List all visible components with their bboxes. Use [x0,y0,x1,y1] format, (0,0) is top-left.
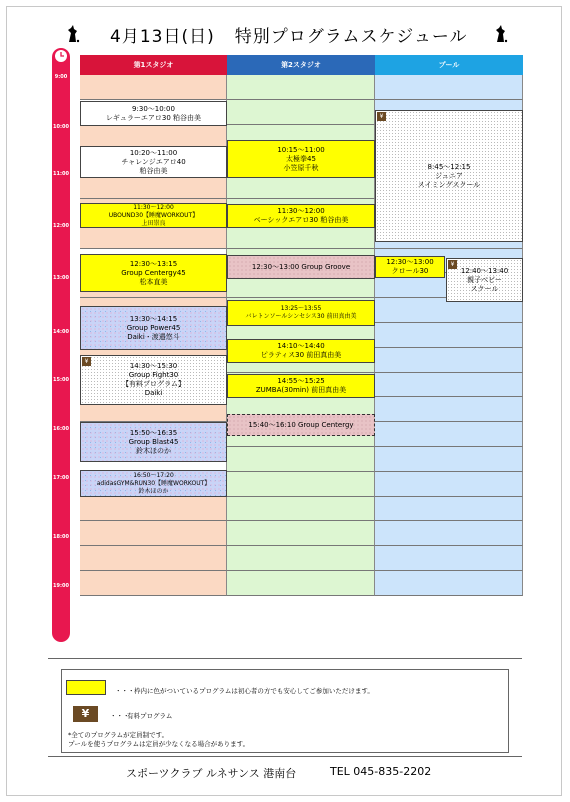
time-slot-cell [375,75,523,100]
event-time: 11:30～12:00 [277,207,325,215]
event-title: 太極拳45 [286,154,316,163]
time-slot-cell [375,348,523,373]
title-name: 特別プログラムスケジュール [234,27,468,47]
column-header-studio2: 第2スタジオ [227,55,375,75]
event-title: チャレンジエアロ40 [121,157,186,166]
time-slot-cell [227,472,375,497]
time-slot-cell [227,546,375,571]
time-slot-cell [80,497,227,522]
event-title-line2: スクール [470,284,499,293]
time-slot-cell [227,75,375,100]
divider [48,756,522,757]
event-time: 13:25～13:55 [280,305,322,312]
bird-logo-icon [64,24,82,44]
event-instructor: 上田崇良 [141,219,166,227]
time-label-16: 16:00 [53,426,69,432]
event-junior-swimming[interactable] [375,110,523,242]
time-slot-cell [375,497,523,522]
event-time: 11:30～12:00 [133,203,174,211]
event-title-line2: スイミングスクール [417,180,481,189]
yen-icon: ¥ [73,706,98,722]
event-title: 12:30～13:00 Group Groove [251,262,351,271]
event-time: 8:45～12:15 [427,162,471,171]
time-slot-cell [227,497,375,522]
legend-yen-text: 有料プログラム [127,712,173,720]
time-slot-cell [80,571,227,596]
event-group-blast[interactable] [80,422,227,462]
event-time: 9:30～10:00 [132,104,175,113]
event-instructor: 鈴木ほのか [138,487,169,495]
legend-yellow-swatch [66,680,106,695]
time-label-12: 12:00 [53,223,69,229]
event-title: ZUMBA(30min) 前田真由美 [255,386,347,394]
event-time: 12:30～13:15 [129,259,178,268]
club-phone: TEL 045-835-2202 [330,765,432,778]
legend-yellow-text: 枠内に色がついているプログラムは初心者の方でも安心してご参加いただけます。 [134,687,374,695]
event-challenge-aero[interactable] [80,146,227,178]
event-time: 14:55～15:25 [277,377,325,385]
event-note: 【有料プログラム】 [122,380,185,388]
time-slot-cell [375,447,523,472]
time-label-15: 15:00 [53,377,69,383]
event-title: Group Fight30 [128,371,179,379]
event-time: 10:15～11:00 [277,145,325,154]
time-slot-cell [375,546,523,571]
time-slot-cell [80,546,227,571]
event-title: 15:40～16:10 Group Centergy [248,420,354,429]
event-pilates[interactable] [227,339,375,363]
event-title: ベーシックエアロ30 粕谷由美 [253,216,349,224]
time-label-18: 18:00 [53,534,69,540]
legend-note-1: *全てのプログラムが定員制です。 [68,731,169,739]
event-title: 親子ベビー [467,275,502,284]
event-time: 15:50～16:35 [129,428,178,437]
clock-icon [54,48,68,62]
event-title: バレトンソールシンセシス30 前田真由美 [245,313,357,320]
event-group-power[interactable] [80,306,227,350]
legend-note-2: プールを使うプログラムは定員が少なくなる場合があります。 [68,740,250,748]
event-group-centergy-s1[interactable] [80,254,227,292]
event-crawl[interactable] [375,256,445,278]
time-slot-cell [227,521,375,546]
time-label-19: 19:00 [53,583,69,589]
event-group-centergy-s2[interactable] [227,414,375,436]
time-slot-cell [80,75,227,100]
event-time: 16:50～17:20 [133,471,174,479]
event-time: 12:30～13:00 [386,258,434,266]
event-group-fight[interactable] [80,355,227,405]
event-instructor: 松本直美 [139,277,168,286]
event-title: ピラティス30 前田真由美 [260,351,342,359]
title-date: 4月13日(日) [110,27,215,47]
bird-logo-icon [492,24,510,44]
event-basic-aero[interactable] [227,204,375,228]
event-instructor: 鈴木ほのか [136,446,171,455]
event-regular-aero[interactable] [80,101,227,126]
column-header-pool: プール [375,55,523,75]
time-slot-cell [375,323,523,348]
event-title: UBOUND30【睡魔WORKOUT】 [108,211,199,219]
event-title: ジュニア [435,171,463,180]
event-taikyoku[interactable] [227,140,375,178]
event-adidas-gym-run[interactable] [80,470,227,497]
time-label-13: 13:00 [53,275,69,281]
event-zumba[interactable] [227,374,375,398]
time-label-11: 11:00 [53,171,69,177]
time-label-14: 14:00 [53,329,69,335]
time-slot-cell [227,571,375,596]
yen-badge-icon: ¥ [448,260,457,269]
time-label-9: 9:00 [54,74,68,80]
event-time: 14:30～15:30 [129,362,178,370]
time-slot-cell [375,521,523,546]
yen-badge-icon: ¥ [82,357,91,366]
event-title: Group Blast45 [128,437,179,446]
event-title: adidasGYM&RUN30【睡魔WORKOUT】 [96,479,211,487]
event-time: 12:40～13:40 [460,266,509,275]
event-barreton[interactable] [227,300,375,326]
legend-bullet: ・・・ [115,687,135,695]
page-title [110,22,468,47]
time-slot-cell [80,521,227,546]
event-baby-school[interactable] [446,258,523,302]
time-slot-cell [227,100,375,125]
time-label-17: 17:00 [53,475,69,481]
event-time: 14:10～14:40 [277,342,325,350]
time-slot-cell [375,397,523,422]
event-time: 13:30～14:15 [129,314,178,323]
event-title: Group Centergy45 [121,268,186,277]
divider [48,658,522,659]
event-time: 10:20～11:00 [129,148,178,157]
column-header-studio1: 第1スタジオ [80,55,227,75]
event-title: クロール30 [391,267,429,275]
event-ubound[interactable] [80,203,227,228]
event-instructor: Daiki [144,389,163,397]
time-slot-cell [375,373,523,398]
event-instructor: Daiki・渡邉悠斗 [127,332,180,341]
time-label-10: 10:00 [53,124,69,130]
time-rail [52,48,70,642]
event-group-groove[interactable] [227,255,375,279]
time-slot-cell [375,571,523,596]
time-slot-cell [375,422,523,447]
event-instructor: 粕谷由美 [139,166,168,175]
club-name: スポーツクラブ ルネサンス 港南台 [126,767,297,780]
event-instructor: 小笠原千秋 [283,163,319,172]
yen-badge-icon: ¥ [377,112,386,121]
event-title: レギュラーエアロ30 粕谷由美 [105,113,202,122]
legend-bullet: ・・・ [110,712,130,720]
time-slot-cell [375,472,523,497]
time-slot-cell [227,447,375,472]
event-title: Group Power45 [126,323,181,332]
